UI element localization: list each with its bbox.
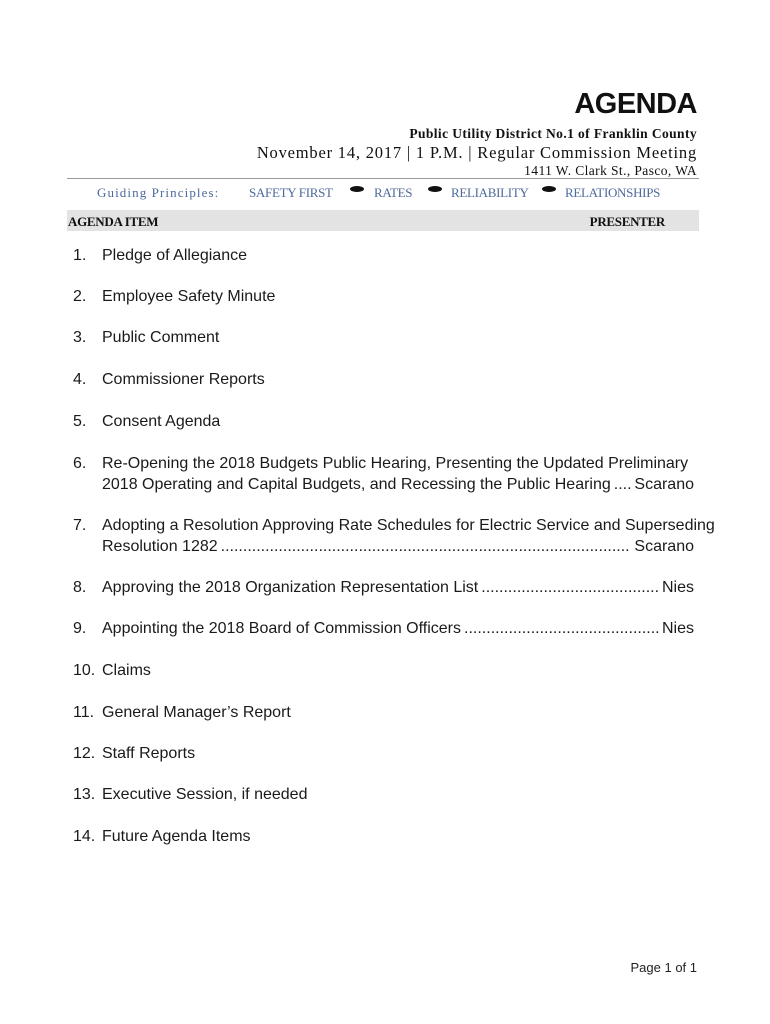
item-text-line1: Re-Opening the 2018 Budgets Public Hearing, Presenting the Updated Preliminary (102, 455, 689, 472)
item-text: Executive Session, if needed (102, 786, 308, 803)
item-number: 10. (73, 662, 96, 679)
item-text: Approving the 2018 Organization Representation List (102, 579, 479, 596)
dot-leader (481, 579, 659, 597)
item-number: 13. (73, 786, 96, 803)
item-line (102, 579, 694, 597)
item-number: 2. (73, 288, 87, 305)
bullet-dot-icon (428, 186, 442, 192)
item-number: 3. (73, 329, 87, 346)
item-text: Staff Reports (102, 745, 196, 762)
agenda-title: AGENDA (574, 88, 697, 120)
item-text: General Manager’s Report (102, 704, 291, 721)
item-number: 8. (73, 579, 87, 596)
bullet-dot-icon (542, 186, 556, 192)
agenda-item-header: AGENDA ITEM (68, 214, 159, 229)
presenter-header: PRESENTER (589, 214, 665, 229)
guiding-principles-bar (67, 178, 699, 207)
dot-leader (221, 538, 632, 556)
bullet-dot-icon (350, 186, 364, 192)
item-presenter: Nies (661, 579, 694, 596)
principle-relationships: RELATIONSHIPS (565, 185, 661, 200)
item-text-line2 (102, 538, 694, 556)
item-presenter: Nies (661, 620, 694, 637)
dot-leader (464, 620, 659, 638)
item-line (102, 620, 694, 638)
item-number: 12. (73, 745, 96, 762)
item-text: Resolution 1282 (102, 538, 218, 555)
guiding-principles-label: Guiding Principles: (97, 185, 220, 200)
item-number: 7. (73, 517, 87, 534)
dot-leader (614, 476, 632, 494)
item-text: Consent Agenda (102, 413, 221, 430)
item-number: 11. (73, 704, 95, 721)
meeting-address: 1411 W. Clark St., Pasco, WA (524, 163, 697, 178)
item-presenter: Scarano (634, 476, 694, 493)
item-text-line1: Adopting a Resolution Approving Rate Schedules for Electric Service and Superseding (102, 517, 715, 534)
item-number: 1. (73, 247, 87, 264)
item-number: 14. (73, 828, 96, 845)
principle-rates: RATES (374, 185, 413, 200)
item-number: 6. (73, 455, 87, 472)
item-text: Future Agenda Items (102, 828, 251, 845)
principle-reliability: RELIABILITY (451, 185, 529, 200)
item-presenter: Scarano (634, 538, 694, 555)
item-text: Pledge of Allegiance (102, 247, 247, 264)
principle-safety: SAFETY FIRST (249, 185, 333, 200)
item-text: 2018 Operating and Capital Budgets, and Recessing the Public Hearing (102, 476, 611, 493)
item-text: Commissioner Reports (102, 371, 265, 388)
item-number: 5. (73, 413, 87, 430)
item-number: 9. (73, 620, 87, 637)
item-text: Public Comment (102, 329, 220, 346)
page-number: Page 1 of 1 (630, 960, 697, 975)
item-text: Appointing the 2018 Board of Commission Officers (102, 620, 462, 637)
organization-name: Public Utility District No.1 of Franklin County (409, 126, 697, 141)
item-number: 4. (73, 371, 87, 388)
item-text: Employee Safety Minute (102, 288, 276, 305)
item-text: Claims (102, 662, 151, 679)
item-text-line2 (102, 476, 694, 494)
agenda-table-header (67, 210, 699, 231)
meeting-info: November 14, 2017 | 1 P.M. | Regular Commission Meeting (256, 143, 697, 162)
